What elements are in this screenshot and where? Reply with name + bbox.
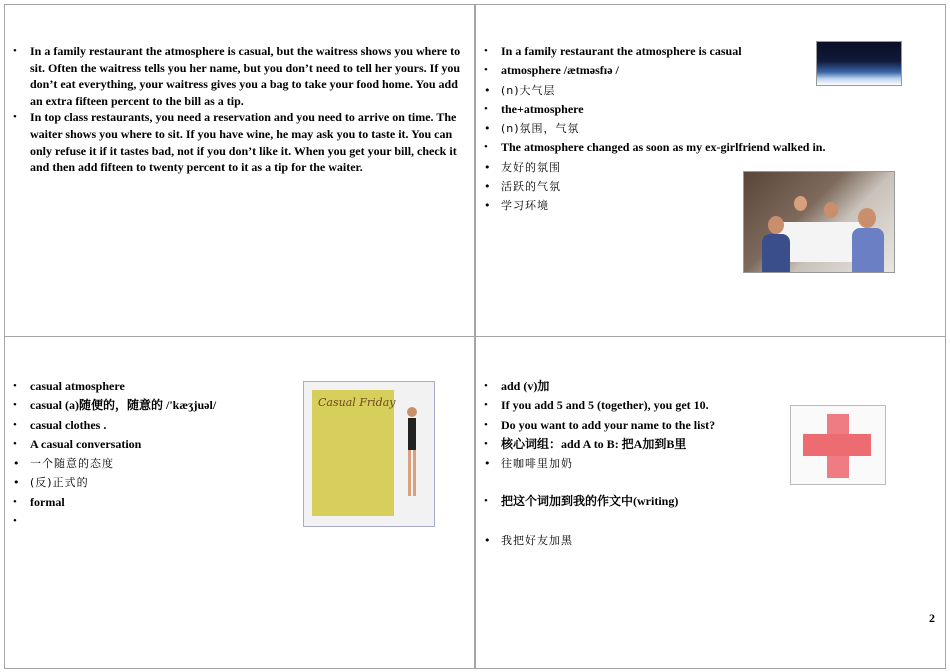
bullet-item: • Do you want to add your name to the list? [484,416,794,435]
bullet-item: • 一个随意的态度 [13,454,293,473]
bullet-item: • If you add 5 and 5 (together), you get 10. [484,396,794,415]
bullet-item: • the+atmosphere [484,100,924,119]
page-number: 2 [929,611,935,625]
bullet-list [13,43,461,176]
plus-horizontal-bar [803,434,871,456]
book-title: Casual Friday [318,396,396,409]
bullet-list [484,377,794,550]
bullet-item: • 我把好友加黑 [484,531,794,550]
paper-doll-figure [404,404,420,504]
bullet-list [13,377,293,512]
bullet-item: • add (v)加 [484,377,794,396]
person-shape [762,234,790,272]
bullet-item: • atmosphere /ætməsfɪə / [484,61,924,80]
earth-atmosphere-image [816,41,902,86]
bullet-item: • 核心词组：add A to B: 把A加到B里 [484,435,794,454]
bullet-item: • formal [13,493,293,512]
casual-friday-paper-doll-image [303,381,435,527]
bullet-item: • casual clothes . [13,416,293,435]
bullet-item: • (n)大气层 [484,81,924,100]
bullet-item: • casual (a)随便的，随意的 /'kæʒjuəl/ [13,396,293,415]
bullet-item: • 把这个词加到我的作文中(writing) [484,492,794,511]
bullet-item: • A casual conversation [13,435,293,454]
bullet-item: • (n)氛围，气氛 [484,119,924,138]
bullet-item: • In a family restaurant the atmosphere is casual [484,42,924,61]
bullet-family-restaurant: • In a family restaurant the atmosphere is casual, but the waitress shows you where to sit. Often the waitress tells you her name, but you don’t need to tell her yours. If you don’t eat everything, your waitress gives you a bag to take your food home. You add an extra fifteen percent to the bill as a tip. [13,43,461,109]
slide-panel-add [475,336,946,669]
slide-panel-casual [4,336,475,669]
bullet-item: • 友好的氛围 [484,158,924,177]
person-shape [794,196,807,211]
slide-panel-restaurant-text [4,4,475,337]
family-restaurant-photo [743,171,895,273]
bullet-top-class-restaurant: • In top class restaurants, you need a reservation and you need to arrive on time. The waiter shows you where to sit. If you have wine, he may ask you to taste it. You can only refuse it if it tastes bad, not if you don’t like it. When you get your bill, check it and then add fifteen to twenty percent to it as a tip for the waiter. [13,109,461,175]
slide-panel-atmosphere [475,4,946,337]
bullet-item: • casual atmosphere [13,377,293,396]
bullet-item: • The atmosphere changed as soon as my ex-girlfriend walked in. [484,138,924,157]
bullet-item: • (反)正式的 [13,473,293,492]
bullet-item: • 学习环境 [484,196,924,215]
person-shape [824,202,838,218]
plus-sign-image [790,405,886,485]
bullet-item: • 往咖啡里加奶 [484,454,794,473]
person-shape [858,208,876,228]
bullet-item: • 活跃的气氛 [484,177,924,196]
person-shape [768,216,784,234]
person-shape [852,228,884,272]
